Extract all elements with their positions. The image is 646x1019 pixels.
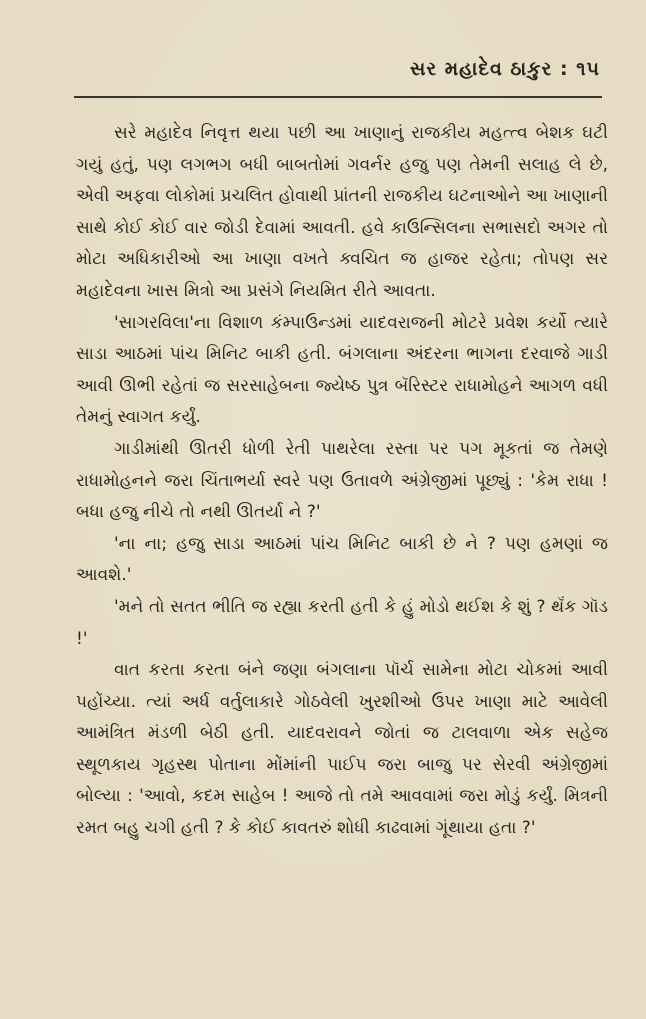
- paragraph: 'સાગરવિલા'ના વિશાળ કંમ્પાઉન્ડમાં યાદવરાજની મોટરે પ્રવેશ કર્યો ત્યારે સાડા આઠમાં પાંચ મિનિટ બાકી હતી. બંગલાના અંદરના ભાગના દરવાજે ગાડી આવી ઊભી રહેતાં જ સરસાહેબના જ્યેષ્ઠ પુત્ર બૅરિસ્ટર રાધામોહને આગળ વધી તેમનું સ્વાગત કર્યું.: [76, 312, 608, 428]
- paragraph: ગાડીમાંથી ઊતરી ધોળી રેતી પાથરેલા રસ્તા પર પગ મૂકતાં જ તેમણે રાધામોહનને જરા ચિંતાભર્યા સ્વરે પણ ઉતાવળે અંગ્રેજીમાં પૂછ્યું : 'કેમ રાધા ! બધા હજુ નીચે તો નથી ઊતર્યા ને ?': [76, 438, 608, 523]
- paragraph: વાત કરતા કરતા બંને જણા બંગલાના પૉર્ચ સામેના મોટા ચોકમાં આવી પહોંચ્યા. ત્યાં અર્ધ વર્તુલાકારે ગોઠવેલી ખુરશીઓ ઉપર ખાણા માટે આવેલી આમંત્રિત મંડળી બેઠી હતી. યાદવરાવને જોતાં જ ટાલવાળા એક સહેજ સ્થૂળકાય ગૃહસ્થ પોતાના મોંમાંની પાઈપ જરા બાજુ પર સેરવી અંગ્રેજીમાં બોલ્યા : 'આવો, કદમ સાહેબ ! આજે તો તમે આવવામાં જરા મોડું કર્યું. મિત્રની રમત બહુ ચગી હતી ? કે કોઈ કાવતરું શોધી કાઢવામાં ગૂંથાયા હતા ?': [76, 660, 608, 839]
- paragraph: 'ના ના; હજુ સાડા આઠમાં પાંચ મિનિટ બાકી છે ને ? પણ હમણાં જ આવશે.': [76, 533, 608, 586]
- body-text: [76, 118, 608, 845]
- running-header: સર મહાદેવ ઠાકુર : ૧૫: [409, 58, 600, 80]
- paragraph: સરે મહાદેવ નિવૃત્ત થયા પછી આ ખાણાનું રાજકીય મહત્ત્વ બેશક ઘટી ગયું હતું, પણ લગભગ બધી બાબતોમાં ગવર્નર હજુ પણ તેમની સલાહ લે છે, એવી અફવા લોકોમાં પ્રચલિત હોવાથી પ્રાંતની રાજકીય ઘટનાઓને આ ખાણાની સાથે કોઈ કોઈ વાર જોડી દેવામાં આવતી. હવે કાઉન્સિલના સભાસદો અગર તો મોટા અધિકારીઓ આ ખાણા વખતે ક્વચિત જ હાજર રહેતા; તોપણ સર મહાદેવના ખાસ મિત્રો આ પ્રસંગે નિયમિત રીતે આવતા.: [76, 123, 608, 301]
- header-rule: [74, 96, 602, 98]
- paragraph: 'મને તો સતત ભીતિ જ રહ્યા કરતી હતી કે હું મોડો થઈશ કે શું ? થૅંક ગૉડ !': [76, 596, 608, 649]
